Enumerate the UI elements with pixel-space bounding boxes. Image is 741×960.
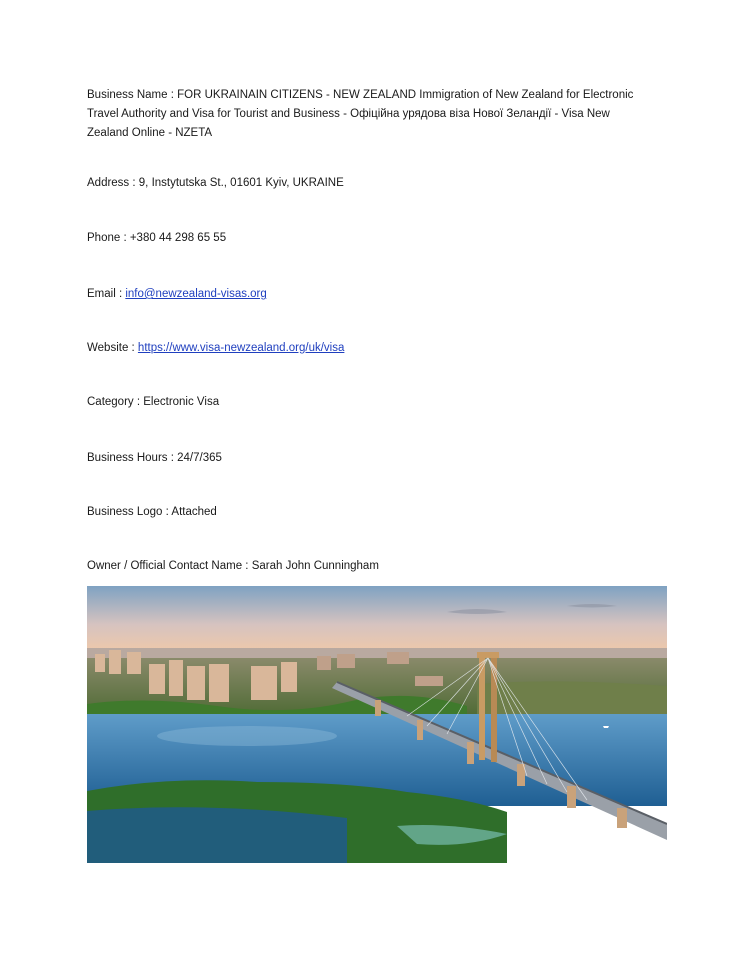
owner-line [87, 557, 647, 576]
email-link[interactable]: info@newzealand-visas.org [125, 288, 267, 300]
business-name-label: Business Name : [87, 89, 178, 101]
phone-label: Phone : [87, 232, 130, 244]
kyiv-bridge-photo [87, 586, 667, 863]
website-label: Website : [87, 342, 138, 354]
website-link[interactable]: https://www.visa-newzealand.org/uk/visa [137, 342, 345, 354]
hours-value: 24/7/365 [177, 452, 222, 464]
bridge-landscape-illustration [87, 586, 667, 863]
phone-value: +380 44 298 65 55 [129, 232, 227, 244]
website-line [87, 339, 647, 358]
logo-label: Business Logo : [87, 506, 172, 518]
hours-label: Business Hours : [87, 452, 178, 464]
logo-line [87, 503, 647, 522]
hours-line [87, 449, 647, 468]
owner-label: Owner / Official Contact Name : [87, 560, 252, 572]
email-line [87, 285, 647, 304]
address-line [87, 174, 647, 193]
business-name-line [87, 86, 647, 143]
owner-value: Sarah John Cunningham [251, 560, 379, 572]
category-label: Category : [87, 396, 144, 408]
phone-line [87, 229, 647, 248]
address-value: 9, Instytutska St., 01601 Kyiv, UKRAINE [138, 177, 344, 189]
email-label: Email : [87, 288, 126, 300]
business-name-value: FOR UKRAINAIN CITIZENS - NEW ZEALAND Immigration of New Zealand for Electronic Travel Authority and Visa for Tourist and Business - Офіційна урядова віза Нової Зеландії - Visa New Zealand Online - NZETA [87, 89, 634, 139]
category-line [87, 393, 647, 412]
address-label: Address : [87, 177, 139, 189]
logo-value: Attached [171, 506, 217, 518]
category-value: Electronic Visa [143, 396, 220, 408]
